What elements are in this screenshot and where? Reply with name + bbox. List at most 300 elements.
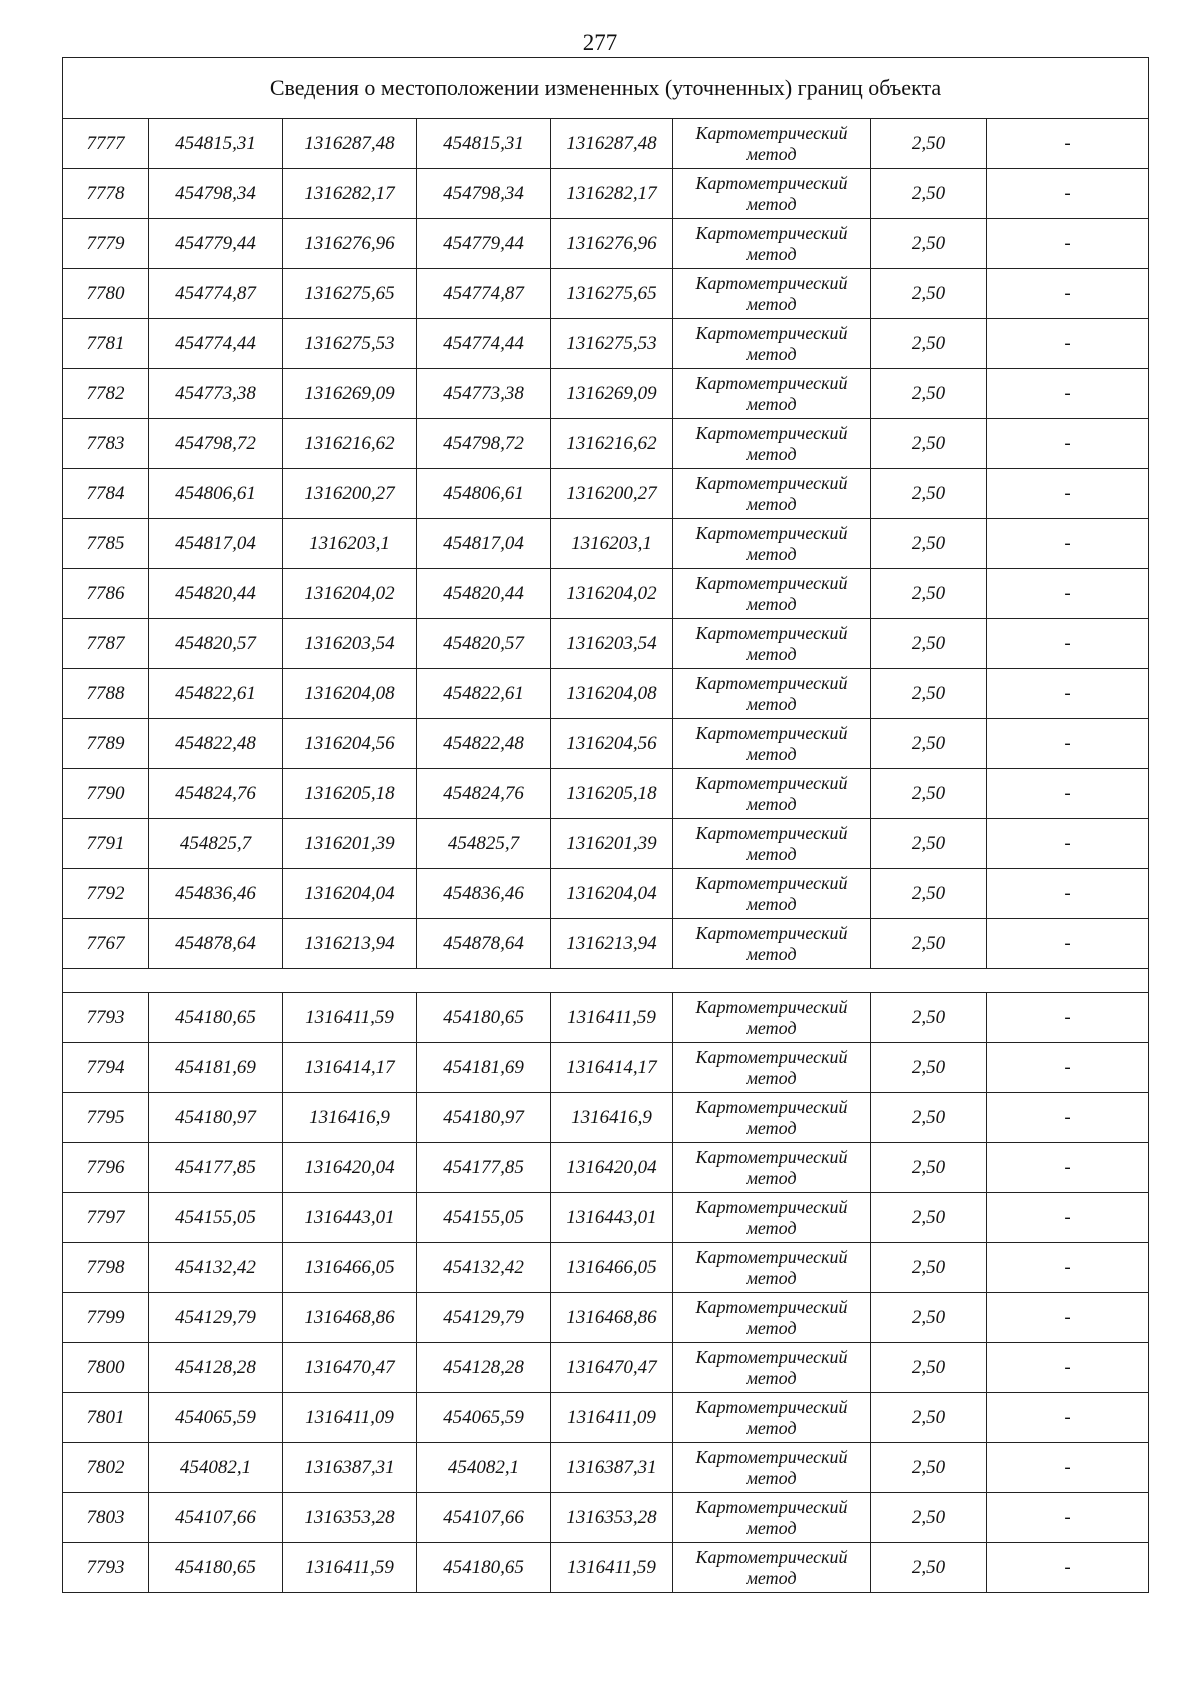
table-row: [63, 919, 1149, 969]
old-y-cell: 1316443,01: [283, 1193, 417, 1243]
method-line-1: Картометрический: [695, 1096, 848, 1117]
old-x-cell: 454082,1: [149, 1443, 283, 1493]
method-line-2: метод: [746, 1117, 797, 1138]
method-line-2: метод: [746, 493, 797, 514]
old-y-cell: 1316353,28: [283, 1493, 417, 1543]
old-y-cell: 1316275,53: [283, 319, 417, 369]
accuracy-cell: 2,50: [871, 1343, 987, 1393]
table-row: [63, 419, 1149, 469]
method-cell: [673, 569, 871, 619]
old-x-cell: 454817,04: [149, 519, 283, 569]
old-y-cell: 1316411,59: [283, 993, 417, 1043]
method-line-2: метод: [746, 693, 797, 714]
point-number-cell: 7786: [63, 569, 149, 619]
new-x-cell: 454824,76: [417, 769, 551, 819]
table-row: [63, 519, 1149, 569]
method-line-1: Картометрический: [695, 1346, 848, 1367]
table-row: [63, 269, 1149, 319]
point-number-cell: 7789: [63, 719, 149, 769]
method-cell: [673, 1193, 871, 1243]
description-cell: -: [987, 1393, 1149, 1443]
new-y-cell: 1316269,09: [551, 369, 673, 419]
point-number-cell: 7791: [63, 819, 149, 869]
table-row: [63, 569, 1149, 619]
accuracy-cell: 2,50: [871, 1093, 987, 1143]
new-x-cell: 454825,7: [417, 819, 551, 869]
old-y-cell: 1316287,48: [283, 119, 417, 169]
method-cell: [673, 469, 871, 519]
group-separator-cell: [63, 969, 1149, 993]
method-line-1: Картометрический: [695, 222, 848, 243]
new-y-cell: 1316443,01: [551, 1193, 673, 1243]
table-row: [63, 469, 1149, 519]
new-x-cell: 454798,72: [417, 419, 551, 469]
description-cell: -: [987, 519, 1149, 569]
new-y-cell: 1316204,04: [551, 869, 673, 919]
new-x-cell: 454155,05: [417, 1193, 551, 1243]
old-x-cell: 454155,05: [149, 1193, 283, 1243]
point-number-cell: 7801: [63, 1393, 149, 1443]
old-y-cell: 1316269,09: [283, 369, 417, 419]
new-x-cell: 454180,65: [417, 993, 551, 1043]
old-y-cell: 1316276,96: [283, 219, 417, 269]
table-row: [63, 869, 1149, 919]
point-number-cell: 7799: [63, 1293, 149, 1343]
method-line-1: Картометрический: [695, 922, 848, 943]
old-x-cell: 454181,69: [149, 1043, 283, 1093]
description-cell: -: [987, 1193, 1149, 1243]
new-y-cell: 1316200,27: [551, 469, 673, 519]
method-cell: [673, 993, 871, 1043]
description-cell: -: [987, 169, 1149, 219]
new-x-cell: 454774,44: [417, 319, 551, 369]
old-x-cell: 454820,44: [149, 569, 283, 619]
method-line-2: метод: [746, 743, 797, 764]
point-number-cell: 7783: [63, 419, 149, 469]
point-number-cell: 7795: [63, 1093, 149, 1143]
method-cell: [673, 219, 871, 269]
new-x-cell: 454815,31: [417, 119, 551, 169]
boundary-coordinates-table: [62, 57, 1149, 1593]
table-row: [63, 1493, 1149, 1543]
method-cell: [673, 619, 871, 669]
method-cell: [673, 719, 871, 769]
table-row: [63, 769, 1149, 819]
method-line-2: метод: [746, 593, 797, 614]
new-y-cell: 1316414,17: [551, 1043, 673, 1093]
method-line-1: Картометрический: [695, 522, 848, 543]
new-y-cell: 1316203,54: [551, 619, 673, 669]
accuracy-cell: 2,50: [871, 869, 987, 919]
old-y-cell: 1316204,04: [283, 869, 417, 919]
description-cell: -: [987, 119, 1149, 169]
accuracy-cell: 2,50: [871, 369, 987, 419]
new-y-cell: 1316204,08: [551, 669, 673, 719]
new-x-cell: 454774,87: [417, 269, 551, 319]
new-y-cell: 1316213,94: [551, 919, 673, 969]
old-y-cell: 1316466,05: [283, 1243, 417, 1293]
description-cell: -: [987, 869, 1149, 919]
method-line-2: метод: [746, 393, 797, 414]
description-cell: -: [987, 619, 1149, 669]
method-line-2: метод: [746, 843, 797, 864]
new-y-cell: 1316416,9: [551, 1093, 673, 1143]
method-line-2: метод: [746, 1317, 797, 1338]
method-line-2: метод: [746, 1417, 797, 1438]
table-row: [63, 119, 1149, 169]
method-line-1: Картометрический: [695, 1196, 848, 1217]
method-line-2: метод: [746, 1567, 797, 1588]
method-cell: [673, 1543, 871, 1593]
old-y-cell: 1316204,08: [283, 669, 417, 719]
method-cell: [673, 769, 871, 819]
old-y-cell: 1316468,86: [283, 1293, 417, 1343]
old-x-cell: 454878,64: [149, 919, 283, 969]
method-line-1: Картометрический: [695, 422, 848, 443]
old-x-cell: 454107,66: [149, 1493, 283, 1543]
point-number-cell: 7778: [63, 169, 149, 219]
table-row: [63, 1143, 1149, 1193]
old-x-cell: 454806,61: [149, 469, 283, 519]
table-row: [63, 719, 1149, 769]
new-y-cell: 1316205,18: [551, 769, 673, 819]
method-line-2: метод: [746, 293, 797, 314]
accuracy-cell: 2,50: [871, 1493, 987, 1543]
old-x-cell: 454128,28: [149, 1343, 283, 1393]
point-number-cell: 7779: [63, 219, 149, 269]
old-y-cell: 1316204,56: [283, 719, 417, 769]
new-x-cell: 454836,46: [417, 869, 551, 919]
new-y-cell: 1316468,86: [551, 1293, 673, 1343]
new-y-cell: 1316353,28: [551, 1493, 673, 1543]
old-y-cell: 1316411,09: [283, 1393, 417, 1443]
new-x-cell: 454065,59: [417, 1393, 551, 1443]
page-number: 277: [582, 30, 618, 55]
accuracy-cell: 2,50: [871, 993, 987, 1043]
table-row: [63, 1343, 1149, 1393]
description-cell: -: [987, 1343, 1149, 1393]
new-x-cell: 454798,34: [417, 169, 551, 219]
accuracy-cell: 2,50: [871, 519, 987, 569]
accuracy-cell: 2,50: [871, 169, 987, 219]
method-line-2: метод: [746, 143, 797, 164]
method-cell: [673, 269, 871, 319]
old-y-cell: 1316204,02: [283, 569, 417, 619]
accuracy-cell: 2,50: [871, 619, 987, 669]
method-line-1: Картометрический: [695, 172, 848, 193]
new-x-cell: 454082,1: [417, 1443, 551, 1493]
method-line-1: Картометрический: [695, 872, 848, 893]
method-line-1: Картометрический: [695, 822, 848, 843]
point-number-cell: 7798: [63, 1243, 149, 1293]
old-x-cell: 454798,34: [149, 169, 283, 219]
table-row: [63, 1243, 1149, 1293]
new-x-cell: 454817,04: [417, 519, 551, 569]
method-line-2: метод: [746, 343, 797, 364]
accuracy-cell: 2,50: [871, 569, 987, 619]
method-line-2: метод: [746, 1267, 797, 1288]
old-y-cell: 1316414,17: [283, 1043, 417, 1093]
old-y-cell: 1316213,94: [283, 919, 417, 969]
old-y-cell: 1316200,27: [283, 469, 417, 519]
method-cell: [673, 319, 871, 369]
new-y-cell: 1316282,17: [551, 169, 673, 219]
new-x-cell: 454820,57: [417, 619, 551, 669]
accuracy-cell: 2,50: [871, 669, 987, 719]
point-number-cell: 7792: [63, 869, 149, 919]
old-y-cell: 1316416,9: [283, 1093, 417, 1143]
table-row: [63, 1443, 1149, 1493]
method-line-1: Картометрический: [695, 1146, 848, 1167]
old-y-cell: 1316205,18: [283, 769, 417, 819]
new-y-cell: 1316276,96: [551, 219, 673, 269]
point-number-cell: 7794: [63, 1043, 149, 1093]
method-cell: [673, 1343, 871, 1393]
new-x-cell: 454128,28: [417, 1343, 551, 1393]
point-number-cell: 7793: [63, 993, 149, 1043]
method-line-1: Картометрический: [695, 1296, 848, 1317]
table-title: Сведения о местоположении измененных (уточненных) границ объекта: [63, 58, 1149, 119]
table-row: [63, 1543, 1149, 1593]
method-cell: [673, 419, 871, 469]
new-y-cell: 1316204,02: [551, 569, 673, 619]
new-x-cell: 454878,64: [417, 919, 551, 969]
method-line-1: Картометрический: [695, 672, 848, 693]
old-x-cell: 454824,76: [149, 769, 283, 819]
table-row: [63, 1043, 1149, 1093]
method-line-1: Картометрический: [695, 622, 848, 643]
method-line-1: Картометрический: [695, 372, 848, 393]
old-x-cell: 454773,38: [149, 369, 283, 419]
method-line-1: Картометрический: [695, 1496, 848, 1517]
method-line-2: метод: [746, 893, 797, 914]
group-separator-row: [63, 969, 1149, 993]
new-y-cell: 1316466,05: [551, 1243, 673, 1293]
description-cell: -: [987, 319, 1149, 369]
description-cell: -: [987, 919, 1149, 969]
old-x-cell: 454065,59: [149, 1393, 283, 1443]
point-number-cell: 7780: [63, 269, 149, 319]
point-number-cell: 7788: [63, 669, 149, 719]
old-x-cell: 454177,85: [149, 1143, 283, 1193]
table-row: [63, 319, 1149, 369]
method-line-2: метод: [746, 1167, 797, 1188]
method-line-1: Картометрический: [695, 1246, 848, 1267]
new-x-cell: 454129,79: [417, 1293, 551, 1343]
new-x-cell: 454806,61: [417, 469, 551, 519]
accuracy-cell: 2,50: [871, 719, 987, 769]
new-x-cell: 454779,44: [417, 219, 551, 269]
point-number-cell: 7767: [63, 919, 149, 969]
accuracy-cell: 2,50: [871, 319, 987, 369]
description-cell: -: [987, 1493, 1149, 1543]
method-line-1: Картометрический: [695, 122, 848, 143]
description-cell: -: [987, 1543, 1149, 1593]
new-y-cell: 1316275,65: [551, 269, 673, 319]
accuracy-cell: 2,50: [871, 1543, 987, 1593]
method-cell: [673, 119, 871, 169]
old-y-cell: 1316470,47: [283, 1343, 417, 1393]
method-line-2: метод: [746, 1367, 797, 1388]
point-number-cell: 7803: [63, 1493, 149, 1543]
accuracy-cell: 2,50: [871, 919, 987, 969]
new-y-cell: 1316201,39: [551, 819, 673, 869]
new-x-cell: 454177,85: [417, 1143, 551, 1193]
description-cell: -: [987, 719, 1149, 769]
accuracy-cell: 2,50: [871, 1243, 987, 1293]
method-cell: [673, 669, 871, 719]
method-line-1: Картометрический: [695, 1396, 848, 1417]
old-x-cell: 454798,72: [149, 419, 283, 469]
method-line-1: Картометрический: [695, 722, 848, 743]
description-cell: -: [987, 819, 1149, 869]
old-x-cell: 454129,79: [149, 1293, 283, 1343]
point-number-cell: 7782: [63, 369, 149, 419]
old-x-cell: 454836,46: [149, 869, 283, 919]
old-x-cell: 454132,42: [149, 1243, 283, 1293]
accuracy-cell: 2,50: [871, 469, 987, 519]
description-cell: -: [987, 1443, 1149, 1493]
table-row: [63, 219, 1149, 269]
point-number-cell: 7800: [63, 1343, 149, 1393]
method-line-1: Картометрический: [695, 472, 848, 493]
old-y-cell: 1316201,39: [283, 819, 417, 869]
new-x-cell: 454180,65: [417, 1543, 551, 1593]
method-line-1: Картометрический: [695, 1046, 848, 1067]
new-y-cell: 1316287,48: [551, 119, 673, 169]
method-line-2: метод: [746, 1517, 797, 1538]
accuracy-cell: 2,50: [871, 769, 987, 819]
old-y-cell: 1316203,1: [283, 519, 417, 569]
accuracy-cell: 2,50: [871, 269, 987, 319]
description-cell: -: [987, 769, 1149, 819]
new-x-cell: 454107,66: [417, 1493, 551, 1543]
method-line-2: метод: [746, 1017, 797, 1038]
point-number-cell: 7777: [63, 119, 149, 169]
new-x-cell: 454822,61: [417, 669, 551, 719]
old-y-cell: 1316411,59: [283, 1543, 417, 1593]
old-y-cell: 1316282,17: [283, 169, 417, 219]
accuracy-cell: 2,50: [871, 1293, 987, 1343]
point-number-cell: 7802: [63, 1443, 149, 1493]
new-x-cell: 454822,48: [417, 719, 551, 769]
new-y-cell: 1316204,56: [551, 719, 673, 769]
method-line-2: метод: [746, 793, 797, 814]
method-line-2: метод: [746, 943, 797, 964]
method-cell: [673, 819, 871, 869]
new-y-cell: 1316387,31: [551, 1443, 673, 1493]
method-cell: [673, 169, 871, 219]
table-row: [63, 369, 1149, 419]
accuracy-cell: 2,50: [871, 1443, 987, 1493]
old-y-cell: 1316420,04: [283, 1143, 417, 1193]
new-x-cell: 454132,42: [417, 1243, 551, 1293]
method-line-1: Картометрический: [695, 772, 848, 793]
method-line-2: метод: [746, 193, 797, 214]
method-line-1: Картометрический: [695, 1446, 848, 1467]
old-x-cell: 454180,65: [149, 993, 283, 1043]
new-y-cell: 1316411,59: [551, 1543, 673, 1593]
point-number-cell: 7787: [63, 619, 149, 669]
old-x-cell: 454774,44: [149, 319, 283, 369]
method-line-2: метод: [746, 1217, 797, 1238]
description-cell: -: [987, 219, 1149, 269]
method-cell: [673, 869, 871, 919]
method-line-1: Картометрический: [695, 572, 848, 593]
method-cell: [673, 1093, 871, 1143]
accuracy-cell: 2,50: [871, 819, 987, 869]
new-y-cell: 1316216,62: [551, 419, 673, 469]
description-cell: -: [987, 1043, 1149, 1093]
description-cell: -: [987, 419, 1149, 469]
new-y-cell: 1316411,09: [551, 1393, 673, 1443]
old-x-cell: 454822,61: [149, 669, 283, 719]
method-cell: [673, 1043, 871, 1093]
point-number-cell: 7781: [63, 319, 149, 369]
old-x-cell: 454822,48: [149, 719, 283, 769]
table-row: [63, 619, 1149, 669]
point-number-cell: 7793: [63, 1543, 149, 1593]
method-cell: [673, 369, 871, 419]
description-cell: -: [987, 569, 1149, 619]
old-y-cell: 1316203,54: [283, 619, 417, 669]
new-y-cell: 1316411,59: [551, 993, 673, 1043]
table-row: [63, 169, 1149, 219]
description-cell: -: [987, 469, 1149, 519]
new-x-cell: 454180,97: [417, 1093, 551, 1143]
method-cell: [673, 519, 871, 569]
method-line-1: Картометрический: [695, 996, 848, 1017]
new-x-cell: 454820,44: [417, 569, 551, 619]
description-cell: -: [987, 1243, 1149, 1293]
point-number-cell: 7790: [63, 769, 149, 819]
description-cell: -: [987, 669, 1149, 719]
old-y-cell: 1316387,31: [283, 1443, 417, 1493]
method-cell: [673, 1443, 871, 1493]
new-y-cell: 1316470,47: [551, 1343, 673, 1393]
method-line-1: Картометрический: [695, 322, 848, 343]
old-x-cell: 454180,97: [149, 1093, 283, 1143]
table-row: [63, 1293, 1149, 1343]
old-y-cell: 1316216,62: [283, 419, 417, 469]
method-line-2: метод: [746, 543, 797, 564]
new-x-cell: 454181,69: [417, 1043, 551, 1093]
accuracy-cell: 2,50: [871, 119, 987, 169]
new-y-cell: 1316420,04: [551, 1143, 673, 1193]
accuracy-cell: 2,50: [871, 419, 987, 469]
method-cell: [673, 1143, 871, 1193]
old-x-cell: 454815,31: [149, 119, 283, 169]
method-line-1: Картометрический: [695, 1546, 848, 1567]
method-line-2: метод: [746, 243, 797, 264]
accuracy-cell: 2,50: [871, 1393, 987, 1443]
accuracy-cell: 2,50: [871, 219, 987, 269]
description-cell: -: [987, 1293, 1149, 1343]
old-x-cell: 454774,87: [149, 269, 283, 319]
point-number-cell: 7796: [63, 1143, 149, 1193]
method-line-2: метод: [746, 643, 797, 664]
method-line-2: метод: [746, 1067, 797, 1088]
description-cell: -: [987, 369, 1149, 419]
method-line-1: Картометрический: [695, 272, 848, 293]
description-cell: -: [987, 993, 1149, 1043]
table-row: [63, 1193, 1149, 1243]
table-row: [63, 993, 1149, 1043]
method-cell: [673, 1243, 871, 1293]
accuracy-cell: 2,50: [871, 1193, 987, 1243]
old-x-cell: 454779,44: [149, 219, 283, 269]
new-x-cell: 454773,38: [417, 369, 551, 419]
